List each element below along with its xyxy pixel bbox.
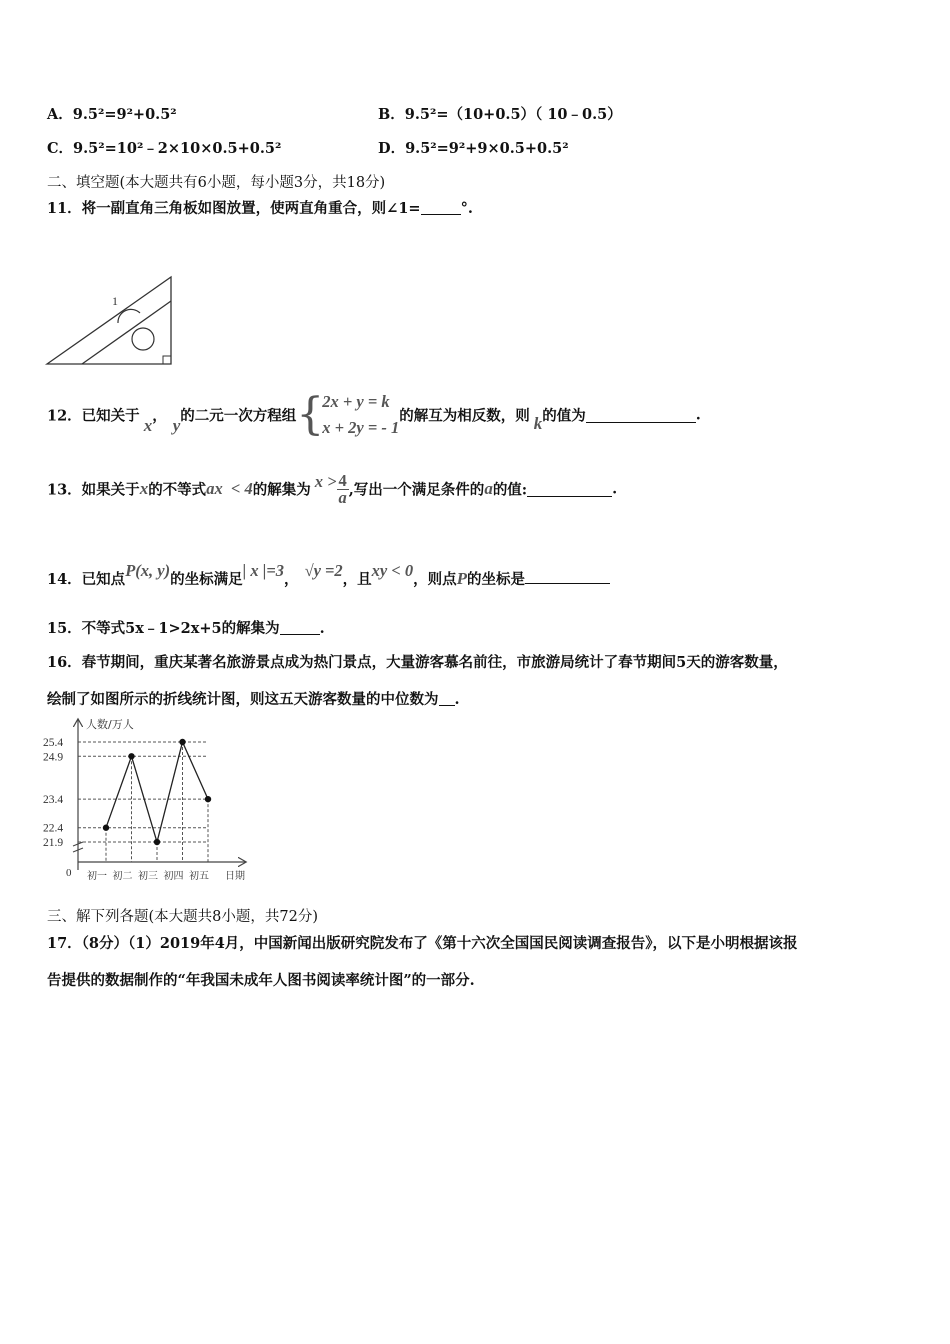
section-3-heading: 三、解下列各题(本大题共8小题，共72分)	[47, 909, 318, 925]
section-2-heading: 二、填空题(本大题共有6小题，每小题3分，共18分)	[47, 175, 386, 191]
q14-var-p: P	[456, 569, 468, 588]
q13-end: .	[612, 480, 618, 498]
answer-blank	[280, 620, 320, 635]
q12-text-4: 的值为	[542, 407, 586, 425]
q14-sqrt: √y =2	[304, 561, 343, 580]
fraction-denominator: a	[338, 487, 347, 507]
q16-text: 绘制了如图所示的折线统计图，则这五天游客数量的中位数为	[47, 691, 439, 708]
data-point	[205, 796, 211, 802]
option-letter: C．	[47, 140, 74, 157]
question-11	[47, 197, 473, 218]
fraction-numerator: 4	[338, 470, 347, 490]
y-tick-label: 21.9	[43, 837, 64, 849]
question-12	[47, 389, 701, 443]
answer-blank	[421, 200, 461, 215]
question-14	[47, 561, 610, 595]
answer-blank	[439, 691, 455, 706]
question-17-line-1: 17．（8分）（1）2019年4月，中国新闻出版研究院发布了《第十六次全国国民阅读调查报告》，以下是小明根据该报	[47, 935, 798, 952]
option-letter: A．	[47, 106, 73, 123]
option-a	[47, 103, 177, 124]
q14-comma: ，	[284, 571, 299, 588]
tourist-line-chart	[40, 712, 252, 884]
question-17-line-2: 告提供的数据制作的“年我国未成年人图书阅读率统计图”的一部分.	[47, 972, 475, 989]
answer-blank	[525, 569, 610, 584]
large-triangle	[47, 277, 171, 364]
q14-abs: | x |=3	[242, 561, 285, 580]
q12-var-x: x	[143, 416, 153, 435]
y-tick-label: 25.4	[43, 737, 64, 749]
q14-text-4: ，则点	[413, 571, 457, 588]
question-11-tail: °.	[460, 200, 473, 217]
q14-text-5: 的坐标是	[467, 571, 526, 588]
option-expr: 9.5²=（10+0.5）（ 10﹣0.5）	[404, 106, 622, 123]
option-letter: D．	[378, 140, 406, 157]
q13-inequality: ax < 4	[206, 479, 253, 498]
x-tick-label: 初三	[138, 871, 158, 882]
x-tick-label: 初四	[163, 871, 184, 882]
question-16-line-1: 16．春节期间，重庆某著名旅游景点成为热门景点，大量游客慕名前往，市旅游局统计了春节期间5天的游客数量，	[47, 654, 788, 671]
y-tick-label: 24.9	[43, 751, 64, 764]
q13-text-3: 的解集为	[252, 481, 311, 499]
q14-text-3: ，且	[342, 571, 372, 588]
origin-label: 0	[66, 867, 72, 879]
triangle-figure	[44, 273, 176, 369]
q12-comma: ，	[152, 407, 167, 425]
data-point	[154, 839, 160, 845]
q15-text: 15．不等式5x﹣1>2x+5的解集为	[47, 620, 280, 637]
x-tick-label: 初五	[189, 871, 209, 882]
equation-1: 2x + y = k	[322, 392, 390, 411]
y-tick-label: 23.4	[43, 794, 64, 807]
q12-var-y: y	[172, 416, 181, 435]
q13-text-4: ,写出一个满足条件的	[348, 481, 485, 499]
q16-end: .	[454, 691, 460, 708]
y-axis-label: 人数/万人	[86, 718, 134, 731]
series-line	[106, 742, 208, 842]
equation-2: x + 2y = - 1	[322, 418, 400, 437]
question-13	[47, 472, 617, 520]
q13-var-x: x	[139, 479, 149, 498]
hole-circle	[132, 328, 154, 350]
question-11-text: 11．将一副直角三角板如图放置，使两直角重合，则∠1=	[47, 200, 421, 217]
data-point	[128, 753, 134, 759]
q12-end: .	[695, 406, 701, 424]
option-letter: B．	[378, 106, 405, 123]
q14-text-2: 的坐标满足	[170, 571, 243, 588]
option-b	[378, 103, 622, 124]
q14-text-1: 14．已知点	[47, 571, 126, 588]
q12-text-3: 的解互为相反数，则	[399, 407, 530, 425]
data-point	[103, 825, 109, 831]
q13-solution-left: x >	[314, 472, 337, 491]
right-angle-mark	[163, 356, 171, 364]
equation-system	[322, 389, 399, 441]
option-expr: 9.5²=10²﹣2×10×0.5+0.5²	[73, 140, 282, 157]
q14-point: P(x, y)	[125, 561, 171, 580]
x-tick-label: 初一	[87, 871, 107, 882]
data-point	[179, 739, 185, 745]
option-expr: 9.5²=9²+9×0.5+0.5²	[405, 140, 569, 157]
q12-text-2: 的二元一次方程组	[180, 407, 297, 425]
option-expr: 9.5²=9²+0.5²	[72, 106, 177, 123]
option-d	[378, 137, 569, 158]
answer-blank	[586, 408, 696, 423]
system-brace: {	[296, 389, 325, 440]
q13-fraction	[337, 470, 349, 507]
question-15	[47, 617, 325, 638]
y-tick-label: 22.4	[43, 822, 64, 835]
q12-var-k: k	[533, 414, 543, 433]
q13-text-2: 的不等式	[148, 481, 207, 499]
q13-var-a: a	[484, 479, 493, 498]
question-16-line-2	[47, 688, 460, 709]
angle-1-label: 1	[112, 294, 118, 308]
q15-end: .	[319, 620, 325, 637]
x-tick-label: 初二	[112, 871, 133, 882]
q13-text-5: 的值:	[492, 481, 528, 499]
q13-text-1: 13．如果关于	[47, 481, 140, 499]
answer-blank	[527, 482, 612, 497]
q14-condition: xy < 0	[371, 561, 414, 580]
option-c	[47, 137, 281, 158]
q12-text-1: 12．已知关于	[47, 407, 140, 425]
x-axis-label: 日期	[225, 871, 245, 882]
